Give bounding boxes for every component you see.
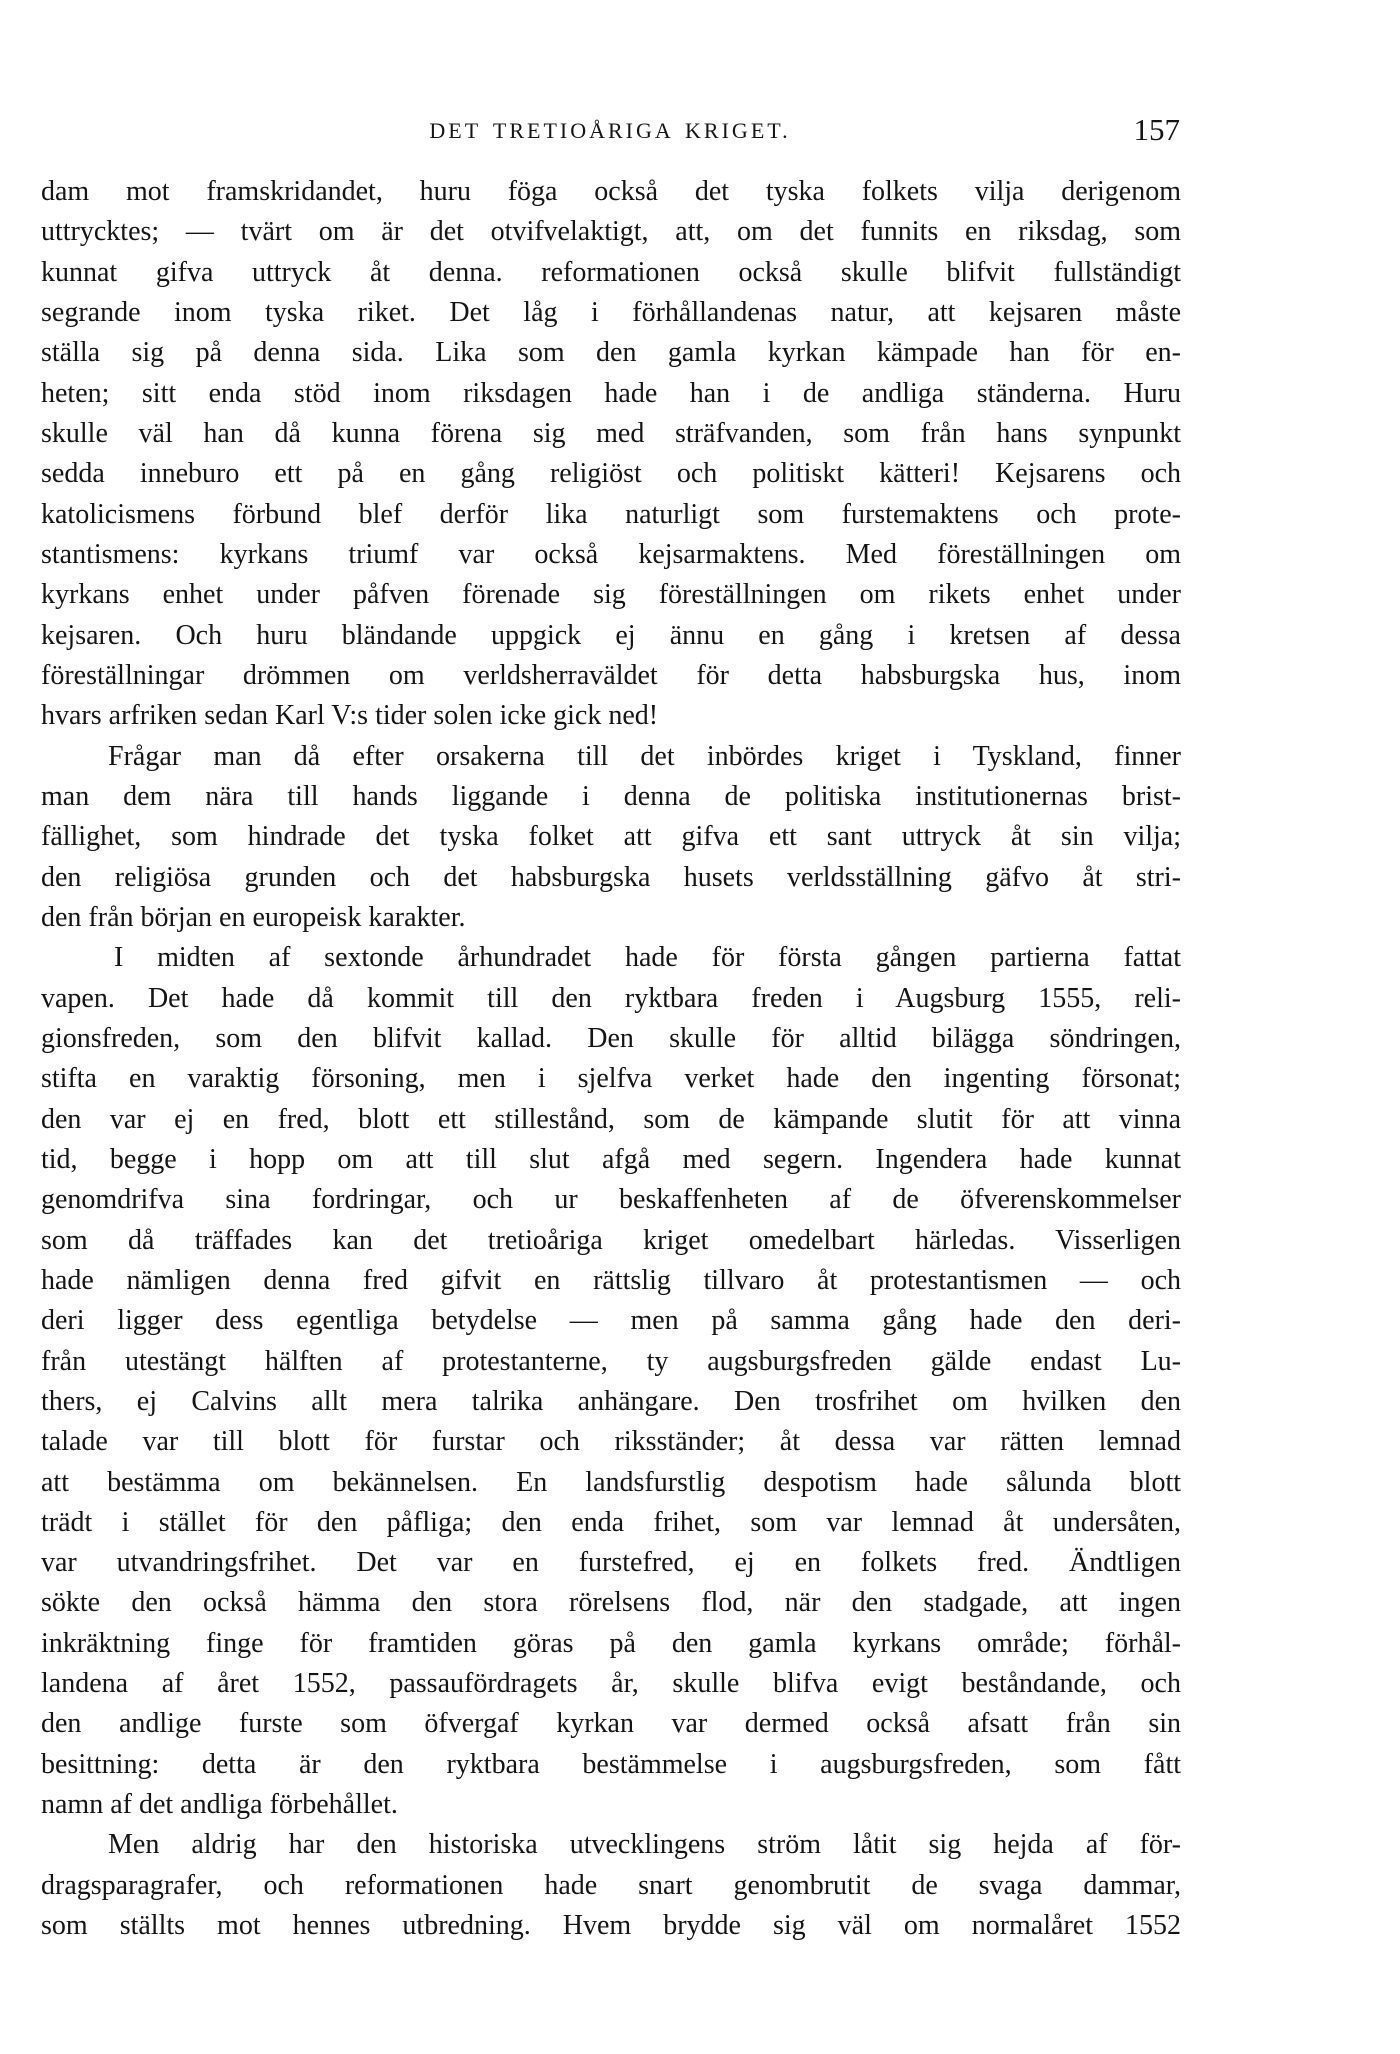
text-line: som ställts mot hennes utbredning. Hvem brydde sig väl om normalåret 1552 bbox=[41, 1910, 1181, 1942]
text-line: dragsparagrafer, och reformationen hade snart genombrutit de svaga dammar, bbox=[41, 1869, 1181, 1901]
text-line: vapen. Det hade då kommit till den ryktbara freden i Augsburg 1555, reli- bbox=[41, 982, 1181, 1014]
text-line: den från början en europeisk karakter. bbox=[41, 901, 466, 933]
page-header bbox=[40, 112, 1180, 154]
text-line: att bestämma om bekännelsen. En landsfurstlig despotism hade sålunda blott bbox=[41, 1466, 1181, 1498]
paragraph-start-line: Men aldrig har den historiska utvecklingens ström låtit sig hejda af för- bbox=[108, 1829, 1181, 1861]
text-line: kyrkans enhet under påfven förenade sig föreställningen om rikets enhet under bbox=[41, 579, 1181, 611]
text-line: uttrycktes; — tvärt om är det otvifvelaktigt, att, om det funnits en riksdag, som bbox=[41, 216, 1181, 248]
text-line: fällighet, som hindrade det tyska folket att gifva ett sant uttryck åt sin vilja; bbox=[41, 821, 1181, 853]
text-line: trädt i stället för den påfliga; den enda frihet, som var lemnad åt undersåten, bbox=[41, 1506, 1181, 1538]
text-line: sökte den också hämma den stora rörelsens flod, när den stadgade, att ingen bbox=[41, 1587, 1181, 1619]
text-line: stantismens: kyrkans triumf var också kejsarmaktens. Med föreställningen om bbox=[41, 538, 1181, 570]
text-line: den var ej en fred, blott ett stillestånd, som de kämpande slutit för att vinna bbox=[41, 1103, 1181, 1135]
text-line: tid, begge i hopp om att till slut afgå med segern. Ingendera hade kunnat bbox=[41, 1143, 1181, 1175]
paragraph-start-line: I midten af sextonde århundradet hade för första gången partierna fattat bbox=[114, 942, 1181, 974]
text-line: kejsaren. Och huru bländande uppgick ej ännu en gång i kretsen af dessa bbox=[41, 619, 1181, 651]
text-line: thers, ej Calvins allt mera talrika anhängare. Den trosfrihet om hvilken den bbox=[41, 1385, 1181, 1417]
body-text bbox=[41, 172, 1181, 1946]
text-line: gionsfreden, som den blifvit kallad. Den skulle för alltid bilägga söndringen, bbox=[41, 1022, 1181, 1054]
text-line: var utvandringsfrihet. Det var en furstefred, ej en folkets fred. Ändtligen bbox=[41, 1547, 1181, 1579]
text-line: man dem nära till hands liggande i denna de politiska institutionernas brist- bbox=[41, 780, 1181, 812]
paragraph-start-line: Frågar man då efter orsakerna till det inbördes kriget i Tyskland, finner bbox=[108, 740, 1181, 772]
text-line: ställa sig på denna sida. Lika som den gamla kyrkan kämpade han för en- bbox=[41, 337, 1181, 369]
text-line: dam mot framskridandet, huru föga också det tyska folkets vilja derigenom bbox=[41, 176, 1181, 207]
text-line: besittning: detta är den ryktbara bestämmelse i augsburgsfreden, som fått bbox=[41, 1748, 1181, 1780]
text-line: från utestängt hälften af protestanterne, ty augsburgsfreden gälde endast Lu- bbox=[41, 1345, 1181, 1377]
text-line: den andlige furste som öfvergaf kyrkan var dermed också afsatt från sin bbox=[41, 1708, 1181, 1740]
text-line: som då träffades kan det tretioåriga kriget omedelbart härledas. Visserligen bbox=[41, 1224, 1181, 1256]
text-line: katolicismens förbund blef derför lika naturligt som furstemaktens och prote- bbox=[41, 498, 1181, 530]
running-head: DET TRETIOÅRIGA KRIGET. bbox=[429, 118, 791, 143]
text-line: hade nämligen denna fred gifvit en rättslig tillvaro åt protestantismen — och bbox=[41, 1264, 1181, 1296]
text-line: hvars arfriken sedan Karl V:s tider solen icke gick ned! bbox=[41, 700, 659, 732]
text-line: stifta en varaktig försoning, men i sjelfva verket hade den ingenting försonat; bbox=[41, 1063, 1181, 1095]
text-line: skulle väl han då kunna förena sig med sträfvanden, som från hans synpunkt bbox=[41, 417, 1181, 449]
text-line: den religiösa grunden och det habsburgska husets verldsställning gäfvo åt stri- bbox=[41, 861, 1181, 893]
text-line: sedda inneburo ett på en gång religiöst och politiskt kätteri! Kejsarens och bbox=[41, 458, 1181, 490]
text-line: föreställningar drömmen om verldsherraväldet för detta habsburgska hus, inom bbox=[41, 659, 1181, 691]
text-line: namn af det andliga förbehållet. bbox=[41, 1789, 398, 1821]
text-line: inkräktning finge för framtiden göras på den gamla kyrkans område; förhål- bbox=[41, 1627, 1181, 1659]
text-line: deri ligger dess egentliga betydelse — men på samma gång hade den deri- bbox=[41, 1305, 1181, 1337]
text-line: heten; sitt enda stöd inom riksdagen hade han i de andliga ständerna. Huru bbox=[41, 377, 1181, 409]
text-line: segrande inom tyska riket. Det låg i förhållandenas natur, att kejsaren måste bbox=[41, 296, 1181, 328]
text-line: talade var till blott för furstar och riksständer; åt dessa var rätten lemnad bbox=[41, 1426, 1181, 1458]
text-line: kunnat gifva uttryck åt denna. reformationen också skulle blifvit fullständigt bbox=[41, 256, 1181, 288]
text-line: genomdrifva sina fordringar, och ur beskaffenheten af de öfverenskommelser bbox=[41, 1184, 1181, 1216]
text-line: landena af året 1552, passaufördragets år, skulle blifva evigt beståndande, och bbox=[41, 1668, 1181, 1700]
page-number: 157 bbox=[1133, 112, 1180, 147]
